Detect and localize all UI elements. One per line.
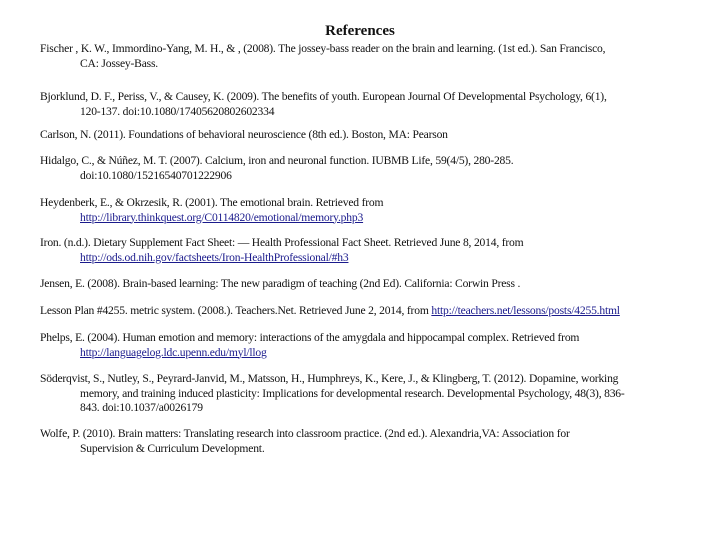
reference-line xyxy=(40,401,710,416)
page-title: References xyxy=(325,23,395,39)
reference-line xyxy=(40,372,710,387)
reference-line xyxy=(40,277,710,292)
reference-line xyxy=(40,251,710,266)
reference-text: Iron. (n.d.). Dietary Supplement Fact Sheet: — Health Professional Fact Sheet. Retrieved June 8, 2014, from xyxy=(40,236,524,249)
reference-link[interactable]: http://ods.od.nih.gov/factsheets/Iron-HealthProfessional/#h3 xyxy=(80,250,349,264)
reference-text: Hidalgo, C., & Núñez, M. T. (2007). Calcium, iron and neuronal function. IUBMB Life, 59(4/5), 280-285. xyxy=(40,154,514,167)
reference-text: Carlson, N. (2011). Foundations of behavioral neuroscience (8th ed.). Boston, MA: Pearson xyxy=(40,128,448,141)
reference-text: Phelps, E. (2004). Human emotion and memory: interactions of the amygdala and hippocampal complex. Retrieved from xyxy=(40,331,580,344)
reference-text: Lesson Plan #4255. metric system. (2008.). Teachers.Net. Retrieved June 2, 2014, from xyxy=(40,304,432,317)
reference-line xyxy=(40,211,710,226)
reference-entry xyxy=(40,128,710,143)
reference-line xyxy=(40,442,710,457)
reference-entry xyxy=(40,42,710,71)
reference-entry xyxy=(40,154,710,183)
reference-line xyxy=(40,42,710,57)
reference-text: CA: Jossey-Bass. xyxy=(80,56,158,70)
reference-line xyxy=(40,236,710,251)
reference-line xyxy=(40,196,710,211)
reference-entry xyxy=(40,90,710,119)
reference-entry xyxy=(40,196,710,225)
reference-line xyxy=(40,331,710,346)
reference-text: Wolfe, P. (2010). Brain matters: Translating research into classroom practice. (2nd ed.). Alexandria,VA: Association for xyxy=(40,427,570,440)
reference-entry xyxy=(40,277,710,292)
reference-line xyxy=(40,346,710,361)
reference-line xyxy=(40,154,710,169)
reference-text: Jensen, E. (2008). Brain-based learning: The new paradigm of teaching (2nd Ed). California: Corwin Press . xyxy=(40,277,521,290)
reference-line xyxy=(40,427,710,442)
reference-text: Supervision & Curriculum Development. xyxy=(80,441,265,455)
reference-line xyxy=(40,90,710,105)
reference-text: 120-137. doi:10.1080/17405620802602334 xyxy=(80,104,275,118)
reference-line xyxy=(40,128,710,143)
reference-entry xyxy=(40,331,710,360)
reference-line xyxy=(40,304,710,319)
reference-text: Söderqvist, S., Nutley, S., Peyrard-Janvid, M., Matsson, H., Humphreys, K., Kere, J., & Klingberg, T. (2012). Dopamine, working xyxy=(40,372,619,385)
reference-line xyxy=(40,57,710,72)
reference-entry xyxy=(40,427,710,456)
reference-line xyxy=(40,105,710,120)
reference-text: Bjorklund, D. F., Periss, V., & Causey, K. (2009). The benefits of youth. European Journal Of Developmental Psychology, 6(1), xyxy=(40,90,607,103)
reference-line xyxy=(40,169,710,184)
reference-link[interactable]: http://library.thinkquest.org/C0114820/emotional/memory.php3 xyxy=(80,210,364,224)
reference-line xyxy=(40,387,710,402)
reference-text: memory, and training induced plasticity: Implications for developmental research. Developmental Psychology, 48(3), 836- xyxy=(80,386,625,400)
reference-entry xyxy=(40,304,710,319)
reference-text: Heydenberk, E., & Okrzesik, R. (2001). The emotional brain. Retrieved from xyxy=(40,196,384,209)
reference-text: Fischer , K. W., Immordino-Yang, M. H., & , (2008). The jossey-bass reader on the brain and learning. (1st ed.). San Francisco, xyxy=(40,42,606,55)
reference-entry xyxy=(40,372,710,416)
reference-link[interactable]: http://teachers.net/lessons/posts/4255.html xyxy=(431,304,620,317)
reference-text: doi:10.1080/15216540701222906 xyxy=(80,168,232,182)
reference-text: 843. doi:10.1037/a0026179 xyxy=(80,401,203,414)
reference-entry xyxy=(40,236,710,265)
reference-link[interactable]: http://languagelog.ldc.upenn.edu/myl/llog xyxy=(80,345,267,359)
